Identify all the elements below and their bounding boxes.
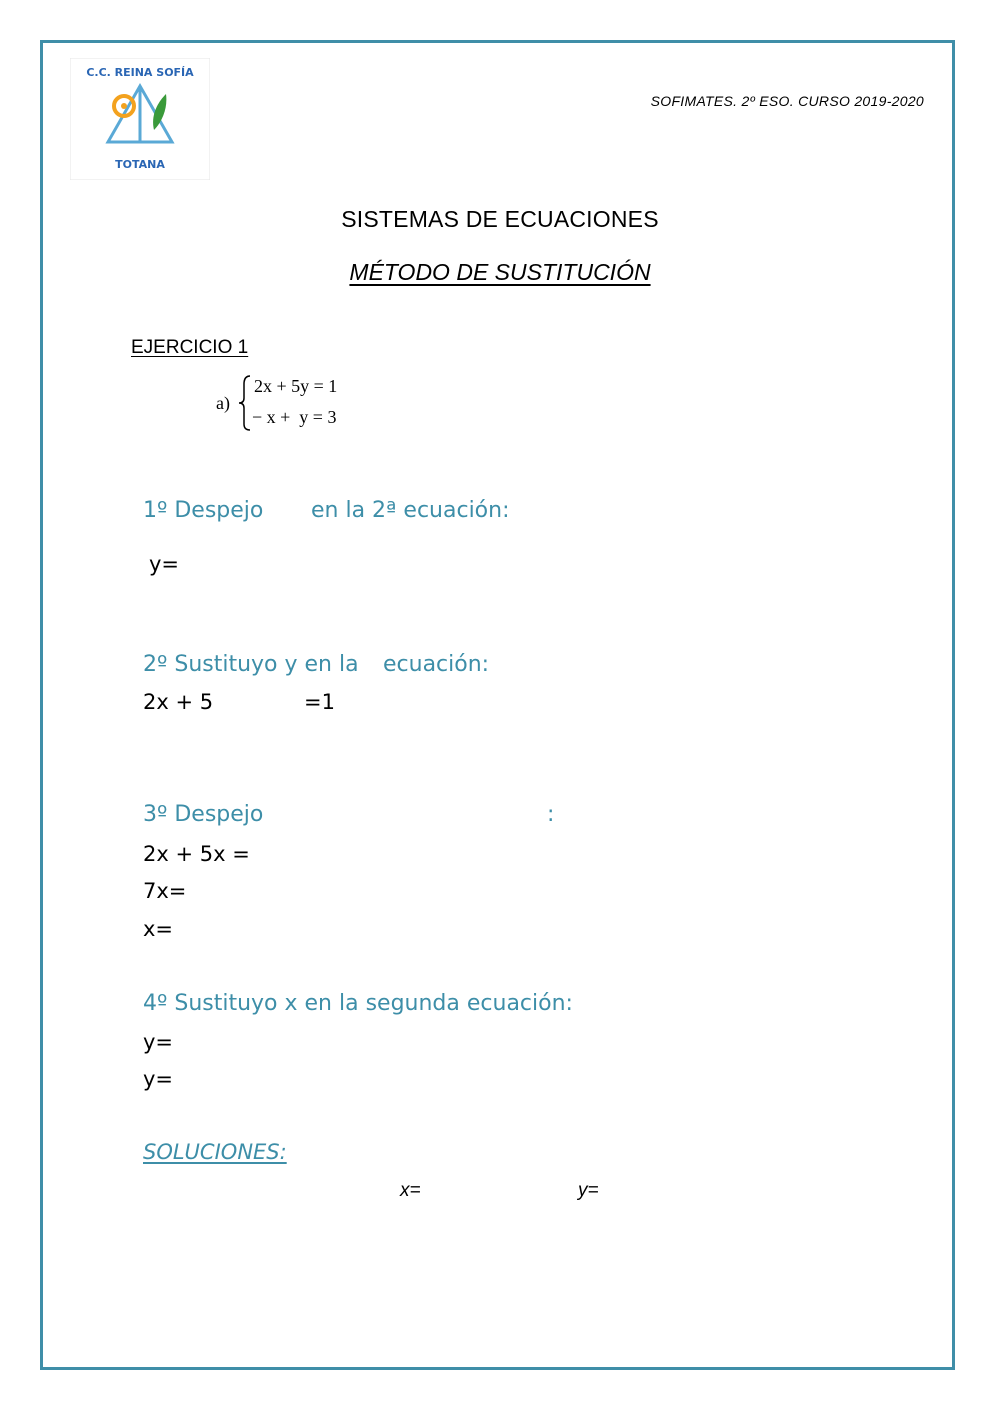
- exercise-label: EJERCICIO 1: [131, 337, 249, 358]
- page-subtitle: MÉTODO DE SUSTITUCIÓN: [349, 259, 651, 285]
- step-4-line-1: y=: [143, 1030, 174, 1054]
- course-header: SOFIMATES. 2º ESO. CURSO 2019-2020: [650, 93, 924, 109]
- school-logo: [70, 58, 210, 180]
- svg-text:TOTANA: TOTANA: [115, 158, 165, 171]
- page-title: SISTEMAS DE ECUACIONES: [341, 206, 659, 232]
- step-4-heading: 4º Sustituyo x en la segunda ecuación:: [143, 991, 573, 1016]
- equation-2: − x + y = 3: [252, 407, 337, 427]
- step-3-line-2: 7x=: [143, 879, 187, 903]
- step-1-line-1: y=: [149, 552, 180, 576]
- step-3-heading: 3º Despejo: [143, 802, 264, 827]
- solution-x: x=: [400, 1180, 421, 1201]
- step-1-heading-b: en la 2ª ecuación:: [311, 498, 510, 523]
- solution-y: y=: [578, 1180, 599, 1201]
- step-3-line-1: 2x + 5x =: [143, 842, 250, 866]
- solutions-label: SOLUCIONES:: [143, 1140, 287, 1164]
- equation-1: 2x + 5y = 1: [254, 376, 338, 396]
- step-3-colon: :: [547, 802, 555, 827]
- svg-text:C.C. REINA SOFÍA: C.C. REINA SOFÍA: [86, 66, 194, 79]
- step-2-line-1-a: 2x + 5: [143, 690, 214, 714]
- step-2-heading-b: ecuación:: [383, 652, 490, 677]
- equation-system: [216, 372, 376, 434]
- step-2-line-1-b: =1: [304, 690, 335, 714]
- system-label: a): [216, 393, 230, 413]
- step-4-line-2: y=: [143, 1067, 174, 1091]
- step-1-heading-a: 1º Despejo: [143, 498, 264, 523]
- step-3-line-3: x=: [143, 917, 174, 941]
- step-2-heading-a: 2º Sustituyo y en la: [143, 652, 359, 677]
